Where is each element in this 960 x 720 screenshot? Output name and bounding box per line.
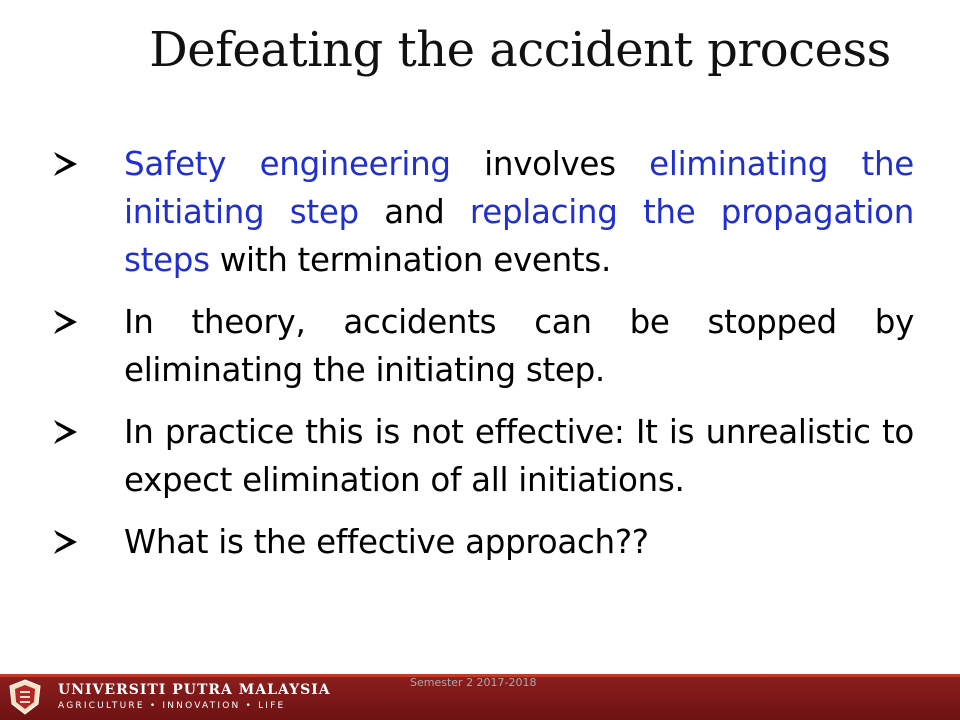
emphasis-text: Safety engineering: [124, 145, 451, 183]
arrow-bullet-icon: [52, 408, 124, 456]
slide-title: Defeating the accident process: [149, 22, 891, 78]
emphasis-text: eliminating the initiating step: [124, 145, 914, 231]
plain-text: involves: [450, 145, 650, 183]
arrow-bullet-icon: [52, 518, 124, 566]
bullet-text: [124, 140, 914, 284]
emphasis-text: replacing the propagation steps: [124, 193, 914, 279]
bullet-text: In practice this is not effective: It is unrealistic to expect elimination of all initiations.: [124, 413, 914, 499]
bullet-item: [52, 298, 914, 394]
semester-label: Semester 2 2017-2018: [410, 676, 537, 689]
bullet-item: [52, 140, 914, 284]
bullet-item: [52, 518, 914, 566]
bullet-text: In theory, accidents can be stopped by eliminating the initiating step.: [124, 303, 914, 389]
arrow-bullet-icon: [52, 140, 124, 188]
university-crest-icon: [6, 678, 44, 716]
university-name: UNIVERSITI PUTRA MALAYSIA: [58, 682, 331, 698]
plain-text: with termination events.: [209, 241, 611, 279]
university-motto: AGRICULTURE • INNOVATION • LIFE: [58, 701, 286, 711]
plain-text: and: [358, 193, 470, 231]
arrow-bullet-icon: [52, 298, 124, 346]
bullet-item: [52, 408, 914, 504]
bullet-list: [52, 140, 914, 580]
bullet-text: What is the effective approach??: [124, 523, 649, 561]
